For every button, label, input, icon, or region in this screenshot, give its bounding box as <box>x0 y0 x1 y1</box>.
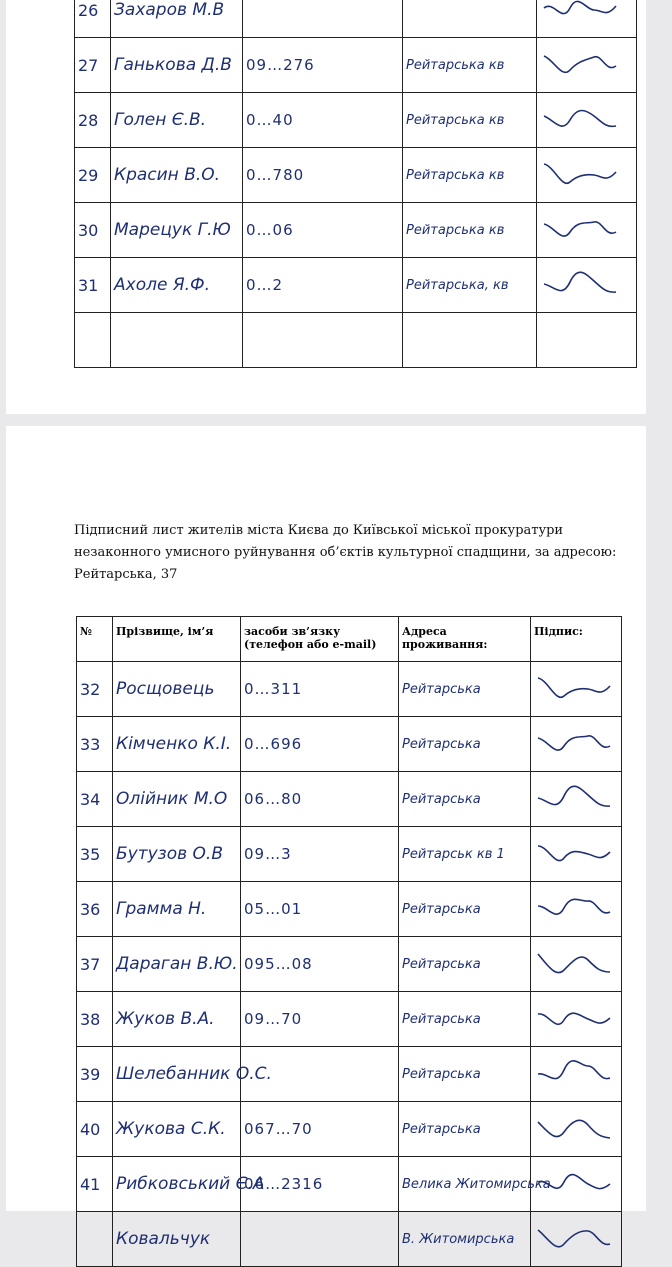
signer-name: Шелебанник О.С. <box>113 1047 241 1102</box>
signer-contact: 0…2 <box>243 258 403 313</box>
signer-contact <box>241 1212 399 1267</box>
table-row <box>77 662 622 717</box>
signer-address: Рейтарська, кв <box>403 258 537 313</box>
table-header-row <box>77 617 622 662</box>
row-number: 29 <box>75 148 111 203</box>
signature-cell <box>537 313 637 368</box>
signer-name: Бутузов О.В <box>113 827 241 882</box>
signer-contact: 0…780 <box>243 148 403 203</box>
signer-address: Рейтарська <box>399 882 531 937</box>
signer-contact: 05…01 <box>241 882 399 937</box>
table-row <box>75 38 637 93</box>
header-number: № <box>77 617 113 662</box>
signer-name: Ковальчук <box>113 1212 241 1267</box>
row-number <box>75 313 111 368</box>
handwritten-signature <box>534 1162 614 1202</box>
signer-name: Жуков В.А. <box>113 992 241 1047</box>
title-line: Підписний лист жителів міста Києва до Київської міської прокуратури <box>74 523 564 538</box>
handwritten-signature <box>540 43 620 83</box>
signer-name: Дараган В.Ю. <box>113 937 241 992</box>
signature-cell <box>531 937 622 992</box>
signer-address: Рейтарська <box>399 1102 531 1157</box>
table-row <box>75 203 637 258</box>
title-line: Рейтарська, 37 <box>74 567 178 582</box>
row-number: 33 <box>77 717 113 772</box>
signer-name: Грамма Н. <box>113 882 241 937</box>
signature-cell <box>531 1157 622 1212</box>
row-number: 37 <box>77 937 113 992</box>
handwritten-signature <box>540 98 620 138</box>
signer-contact: 06…2316 <box>241 1157 399 1212</box>
signer-name: Рибковський Є.А <box>113 1157 241 1212</box>
signer-contact <box>243 313 403 368</box>
signer-address: Рейтарська <box>399 1047 531 1102</box>
signer-name: Голен Є.В. <box>111 93 243 148</box>
handwritten-signature <box>534 997 614 1037</box>
table-row <box>77 827 622 882</box>
signer-address: Рейтарська <box>399 662 531 717</box>
signer-address: Рейтарськ кв 1 <box>399 827 531 882</box>
signature-cell <box>537 93 637 148</box>
row-number <box>77 1212 113 1267</box>
signer-name: Росщовець <box>113 662 241 717</box>
table-row <box>75 148 637 203</box>
handwritten-signature <box>534 1107 614 1147</box>
title-line: незаконного умисного руйнування об’єктів культурної спадщини, за адресою: <box>74 545 617 560</box>
handwritten-signature <box>534 832 614 872</box>
signer-name: Ахоле Я.Ф. <box>111 258 243 313</box>
signer-address: Рейтарська <box>399 992 531 1047</box>
signer-address: Рейтарська кв <box>403 93 537 148</box>
signer-address <box>403 313 537 368</box>
signature-cell <box>537 203 637 258</box>
row-number: 38 <box>77 992 113 1047</box>
table-row <box>77 1102 622 1157</box>
handwritten-signature <box>534 1217 614 1257</box>
signer-contact <box>243 0 403 38</box>
row-number: 27 <box>75 38 111 93</box>
signer-contact: 0…06 <box>243 203 403 258</box>
signer-address: Велика Житомирська <box>399 1157 531 1212</box>
table-row <box>75 258 637 313</box>
handwritten-signature <box>534 942 614 982</box>
row-number: 36 <box>77 882 113 937</box>
petition-title <box>74 520 617 586</box>
table-row <box>77 882 622 937</box>
signature-cell <box>531 1102 622 1157</box>
table-row <box>75 313 637 368</box>
handwritten-signature <box>534 777 614 817</box>
handwritten-signature <box>540 153 620 193</box>
signer-address: Рейтарська кв <box>403 203 537 258</box>
handwritten-signature <box>540 0 620 28</box>
table-row <box>77 1212 622 1267</box>
row-number: 34 <box>77 772 113 827</box>
signature-cell <box>531 1047 622 1102</box>
signature-table-bottom <box>76 616 622 1267</box>
signature-cell <box>531 882 622 937</box>
signature-cell <box>537 258 637 313</box>
signer-name: Жукова С.К. <box>113 1102 241 1157</box>
signature-cell <box>531 772 622 827</box>
handwritten-signature <box>534 667 614 707</box>
signer-address: Рейтарська <box>399 772 531 827</box>
signature-cell <box>531 827 622 882</box>
signature-cell <box>537 0 637 38</box>
signer-contact: 0…696 <box>241 717 399 772</box>
table-row <box>77 937 622 992</box>
table-row <box>77 1047 622 1102</box>
table-row <box>75 0 637 38</box>
signer-contact: 067…70 <box>241 1102 399 1157</box>
header-contact: засоби зв’язку (телефон або e-mail) <box>241 617 399 662</box>
signature-cell <box>537 38 637 93</box>
signer-address <box>403 0 537 38</box>
signer-address: Рейтарська <box>399 937 531 992</box>
signer-address: Рейтарська кв <box>403 38 537 93</box>
row-number: 30 <box>75 203 111 258</box>
signer-contact: 09…70 <box>241 992 399 1047</box>
row-number: 35 <box>77 827 113 882</box>
signature-cell <box>531 1212 622 1267</box>
row-number: 26 <box>75 0 111 38</box>
signer-contact: 095…08 <box>241 937 399 992</box>
signer-name: Олійник М.О <box>113 772 241 827</box>
row-number: 28 <box>75 93 111 148</box>
signer-name: Захаров М.В <box>111 0 243 38</box>
handwritten-signature <box>540 263 620 303</box>
handwritten-signature <box>534 1052 614 1092</box>
signature-cell <box>531 662 622 717</box>
row-number: 31 <box>75 258 111 313</box>
header-address: Адреса проживання: <box>399 617 531 662</box>
signature-cell <box>537 148 637 203</box>
table-row <box>77 717 622 772</box>
handwritten-signature <box>534 887 614 927</box>
signer-address: Рейтарська <box>399 717 531 772</box>
table-row <box>77 1157 622 1212</box>
signer-address: Рейтарська кв <box>403 148 537 203</box>
signer-contact: 06…80 <box>241 772 399 827</box>
signer-address: В. Житомирська <box>399 1212 531 1267</box>
signer-contact: 09…276 <box>243 38 403 93</box>
signer-contact: 0…40 <box>243 93 403 148</box>
table-row <box>77 772 622 827</box>
signer-contact: 09…3 <box>241 827 399 882</box>
row-number: 40 <box>77 1102 113 1157</box>
table-row <box>77 992 622 1047</box>
document-page-top <box>6 0 646 414</box>
signature-table-top <box>74 0 637 368</box>
signer-contact: 0…311 <box>241 662 399 717</box>
row-number: 39 <box>77 1047 113 1102</box>
signer-name: Красин В.О. <box>111 148 243 203</box>
table-row <box>75 93 637 148</box>
signature-cell <box>531 717 622 772</box>
signer-name: Марецук Г.Ю <box>111 203 243 258</box>
signer-name: Ганькова Д.В <box>111 38 243 93</box>
row-number: 41 <box>77 1157 113 1212</box>
handwritten-signature <box>540 208 620 248</box>
row-number: 32 <box>77 662 113 717</box>
signature-cell <box>531 992 622 1047</box>
handwritten-signature <box>534 722 614 762</box>
signer-name <box>111 313 243 368</box>
header-name: Прізвище, ім’я <box>113 617 241 662</box>
header-signature: Підпис: <box>531 617 622 662</box>
signer-name: Кімченко К.І. <box>113 717 241 772</box>
